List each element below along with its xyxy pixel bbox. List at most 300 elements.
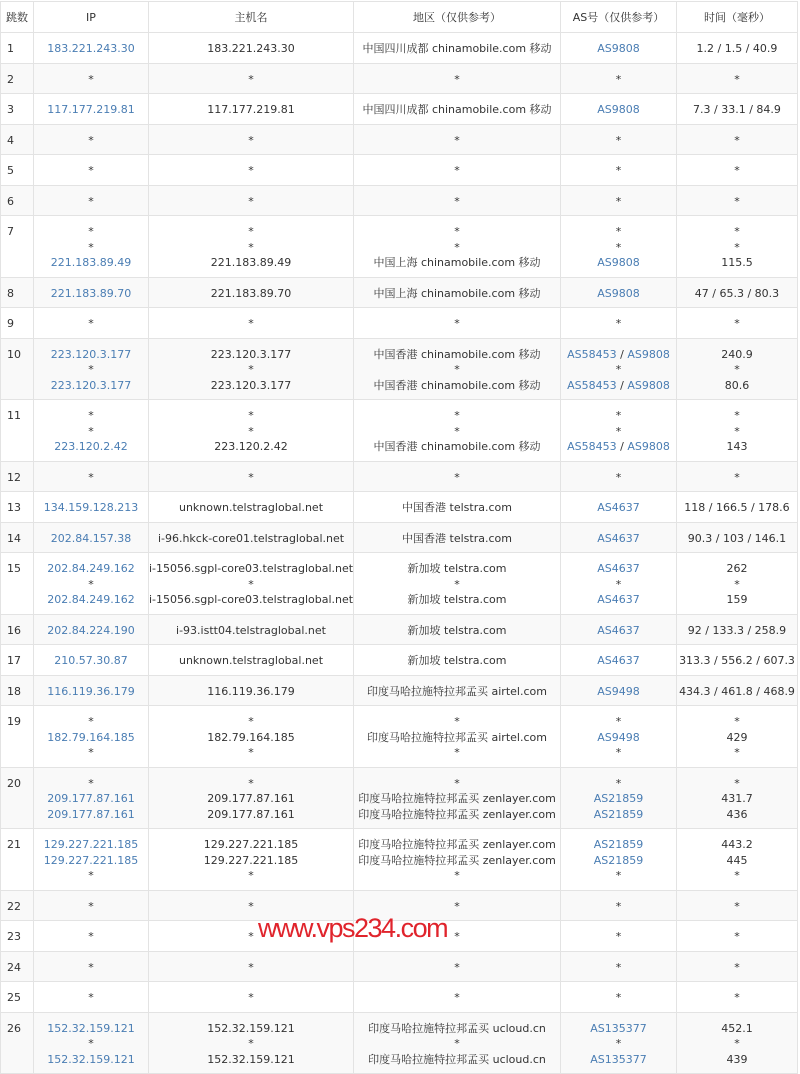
ip-link[interactable]: 129.227.221.185 xyxy=(43,853,139,867)
latency: * xyxy=(734,1037,740,1050)
table-row xyxy=(1,308,798,339)
hostname: 183.221.243.30 xyxy=(207,42,295,55)
ip-empty: * xyxy=(88,1037,94,1050)
header-hop: 跳数 xyxy=(1,2,34,33)
ip-link[interactable]: 223.120.3.177 xyxy=(50,347,132,361)
hostname-cell xyxy=(149,522,354,553)
region-cell xyxy=(354,461,561,492)
as-empty: * xyxy=(615,164,622,177)
ip-cell xyxy=(34,675,149,706)
as-link[interactable]: AS9808 xyxy=(597,286,640,300)
region: * xyxy=(454,225,460,238)
hop-number: 18 xyxy=(1,675,34,706)
ip-link[interactable]: 221.183.89.70 xyxy=(50,286,132,300)
as-empty: * xyxy=(615,1037,622,1050)
as-line xyxy=(561,868,676,884)
table-row xyxy=(1,277,798,308)
ip-link[interactable]: 209.177.87.161 xyxy=(47,807,135,821)
as-link[interactable]: AS4637 xyxy=(597,593,640,606)
region: * xyxy=(454,930,460,943)
hostname: * xyxy=(248,409,254,422)
as-empty: * xyxy=(615,776,622,790)
as-line xyxy=(561,684,676,700)
as-empty: * xyxy=(615,225,622,238)
ip-empty: * xyxy=(88,164,94,177)
time-cell xyxy=(677,94,798,125)
hop-number: 5 xyxy=(1,155,34,186)
as-line xyxy=(561,1021,676,1037)
region-cell xyxy=(354,94,561,125)
ip-link[interactable]: 202.84.249.162 xyxy=(47,562,135,575)
time-cell xyxy=(677,767,798,829)
table-row xyxy=(1,951,798,982)
hostname: i-15056.sgpl-core03.telstraglobal.net xyxy=(149,562,353,575)
hostname: 129.227.221.185 xyxy=(203,838,299,851)
as-line xyxy=(561,929,676,945)
hop-number: 2 xyxy=(1,63,34,94)
hostname: * xyxy=(248,164,254,177)
ip-link[interactable]: 129.227.221.185 xyxy=(43,838,139,851)
as-link[interactable]: AS9498 xyxy=(597,730,640,744)
as-line xyxy=(561,102,676,118)
ip-cell xyxy=(34,982,149,1013)
hostname: 129.227.221.185 xyxy=(203,853,299,867)
time-cell xyxy=(677,1012,798,1074)
ip-link[interactable]: 202.84.157.38 xyxy=(50,531,132,545)
time-cell xyxy=(677,829,798,891)
time-cell xyxy=(677,216,798,278)
region: * xyxy=(454,715,460,728)
table-row xyxy=(1,675,798,706)
region-cell xyxy=(354,675,561,706)
as-line xyxy=(561,163,676,179)
as-link[interactable]: AS135377 xyxy=(590,1021,647,1035)
ip-link[interactable]: 152.32.159.121 xyxy=(47,1021,135,1035)
ip-empty: * xyxy=(88,869,94,882)
hop-number: 12 xyxy=(1,461,34,492)
table-row xyxy=(1,124,798,155)
hostname: * xyxy=(248,363,254,376)
as-cell xyxy=(561,614,677,645)
as-line xyxy=(561,362,676,378)
latency: 143 xyxy=(726,440,748,453)
hop-number: 24 xyxy=(1,951,34,982)
time-cell xyxy=(677,614,798,645)
region-cell xyxy=(354,706,561,768)
as-line xyxy=(561,240,676,256)
hostname-cell xyxy=(149,308,354,339)
region: 中国香港 chinamobile.com 移动 xyxy=(373,347,541,361)
ip-empty: * xyxy=(88,225,94,238)
ip-cell xyxy=(34,553,149,615)
ip-cell xyxy=(34,277,149,308)
as-link[interactable]: AS9808 xyxy=(627,440,670,453)
ip-cell xyxy=(34,921,149,952)
hop-number: 6 xyxy=(1,185,34,216)
as-line xyxy=(561,714,676,730)
hostname: 116.119.36.179 xyxy=(207,684,295,698)
as-cell xyxy=(561,890,677,921)
as-line xyxy=(561,316,676,332)
table-row xyxy=(1,767,798,829)
hostname-cell xyxy=(149,982,354,1013)
region-cell xyxy=(354,767,561,829)
hop-number: 9 xyxy=(1,308,34,339)
table-row xyxy=(1,155,798,186)
hostname-cell xyxy=(149,675,354,706)
table-row xyxy=(1,982,798,1013)
as-line: AS58453 / AS9808 xyxy=(567,347,670,361)
latency: 434.3 / 461.8 / 468.9 xyxy=(679,684,795,698)
region-cell xyxy=(354,829,561,891)
hostname: 117.177.219.81 xyxy=(207,103,295,116)
table-row xyxy=(1,94,798,125)
ip-empty: * xyxy=(88,409,94,422)
as-line xyxy=(561,470,676,486)
as-link[interactable]: AS4637 xyxy=(597,623,640,637)
table-row xyxy=(1,400,798,462)
table-header xyxy=(1,2,798,33)
region: * xyxy=(454,424,460,438)
ip-empty: * xyxy=(88,470,94,484)
as-cell xyxy=(561,951,677,982)
as-link[interactable]: AS21859 xyxy=(593,792,644,805)
hostname-cell xyxy=(149,94,354,125)
hostname-cell xyxy=(149,461,354,492)
region: 印度马哈拉施特拉邦孟买 airtel.com xyxy=(367,684,547,698)
region: * xyxy=(454,869,460,882)
as-link[interactable]: AS135377 xyxy=(590,1052,647,1066)
hop-number: 20 xyxy=(1,767,34,829)
hostname: * xyxy=(248,194,254,208)
ip-link[interactable]: 152.32.159.121 xyxy=(47,1052,135,1066)
region: * xyxy=(454,240,460,254)
region: * xyxy=(454,133,460,147)
as-cell xyxy=(561,982,677,1013)
region: 印度马哈拉施特拉邦孟买 zenlayer.com xyxy=(358,838,556,851)
time-cell xyxy=(677,400,798,462)
ip-cell xyxy=(34,890,149,921)
region-cell xyxy=(354,400,561,462)
header-hostname: 主机名 xyxy=(149,2,354,33)
ip-link[interactable]: 209.177.87.161 xyxy=(47,792,135,805)
latency: * xyxy=(734,869,740,882)
ip-empty: * xyxy=(88,899,94,913)
hop-number: 26 xyxy=(1,1012,34,1074)
as-cell xyxy=(561,921,677,952)
region: * xyxy=(454,363,460,376)
latency: * xyxy=(734,133,740,147)
as-empty: * xyxy=(615,930,622,943)
as-empty: * xyxy=(615,72,622,86)
hop-number: 1 xyxy=(1,33,34,64)
region: 印度马哈拉施特拉邦孟买 ucloud.cn xyxy=(368,1052,546,1066)
latency: * xyxy=(734,470,740,484)
hop-number: 13 xyxy=(1,492,34,523)
hostname: * xyxy=(248,424,254,438)
hostname: * xyxy=(248,960,254,974)
time-cell xyxy=(677,951,798,982)
as-cell xyxy=(561,338,677,400)
hostname-cell xyxy=(149,277,354,308)
ip-cell xyxy=(34,829,149,891)
hostname: * xyxy=(248,991,254,1004)
region: 印度马哈拉施特拉邦孟买 zenlayer.com xyxy=(358,853,556,867)
ip-link[interactable]: 134.159.128.213 xyxy=(43,501,139,514)
ip-empty: * xyxy=(88,424,94,438)
hostname: 223.120.3.177 xyxy=(210,378,292,392)
as-cell xyxy=(561,675,677,706)
region-cell xyxy=(354,308,561,339)
hostname: * xyxy=(248,930,254,943)
as-link[interactable]: AS21859 xyxy=(593,853,644,867)
ip-empty: * xyxy=(88,240,94,254)
time-cell xyxy=(677,675,798,706)
as-cell xyxy=(561,645,677,676)
watermark: www.vps234.com xyxy=(258,913,448,943)
region: 新加坡 telstra.com xyxy=(407,593,507,606)
region: 中国四川成都 chinamobile.com 移动 xyxy=(362,42,552,55)
ip-link[interactable]: 202.84.224.190 xyxy=(47,623,135,637)
region: 中国香港 telstra.com xyxy=(402,531,512,545)
hostname-cell xyxy=(149,951,354,982)
as-line xyxy=(561,807,676,823)
ip-cell xyxy=(34,492,149,523)
ip-link[interactable]: 116.119.36.179 xyxy=(47,684,135,698)
time-cell xyxy=(677,63,798,94)
ip-link[interactable]: 182.79.164.185 xyxy=(47,730,135,744)
ip-link[interactable]: 221.183.89.49 xyxy=(50,256,132,269)
ip-cell xyxy=(34,1012,149,1074)
region: 中国上海 chinamobile.com 移动 xyxy=(373,286,541,300)
as-line: AS58453 / AS9808 xyxy=(567,440,670,453)
region: * xyxy=(454,1037,460,1050)
latency: * xyxy=(734,164,740,177)
as-cell xyxy=(561,829,677,891)
region: * xyxy=(454,577,460,591)
hostname-cell xyxy=(149,400,354,462)
time-cell xyxy=(677,338,798,400)
as-link[interactable]: AS21859 xyxy=(593,838,644,851)
hostname: i-93.istt04.telstraglobal.net xyxy=(176,623,326,637)
as-empty: * xyxy=(615,194,622,208)
hostname: * xyxy=(248,746,254,759)
region: 新加坡 telstra.com xyxy=(407,654,507,667)
as-link[interactable]: AS58453 xyxy=(567,378,617,392)
hostname-cell xyxy=(149,829,354,891)
hostname-cell xyxy=(149,492,354,523)
latency: 7.3 / 33.1 / 84.9 xyxy=(693,103,781,116)
region-cell xyxy=(354,1012,561,1074)
hostname: * xyxy=(248,869,254,882)
latency: * xyxy=(734,930,740,943)
as-line xyxy=(561,500,676,516)
as-empty: * xyxy=(615,746,622,759)
as-link[interactable]: AS4637 xyxy=(597,562,640,575)
latency: 118 / 166.5 / 178.6 xyxy=(684,501,790,514)
ip-empty: * xyxy=(88,746,94,759)
as-link[interactable]: AS9808 xyxy=(597,256,640,269)
as-link[interactable]: AS58453 xyxy=(567,440,617,453)
ip-link[interactable]: 210.57.30.87 xyxy=(54,654,128,667)
as-link[interactable]: AS4637 xyxy=(597,501,640,514)
as-link[interactable]: AS9498 xyxy=(597,684,640,698)
as-empty: * xyxy=(615,363,622,376)
as-cell xyxy=(561,461,677,492)
as-link[interactable]: AS58453 xyxy=(567,347,617,361)
as-link[interactable]: AS4637 xyxy=(597,531,640,545)
hop-number: 23 xyxy=(1,921,34,952)
region: * xyxy=(454,317,460,330)
ip-empty: * xyxy=(88,991,94,1004)
hostname: * xyxy=(248,577,254,591)
ip-link[interactable]: 223.120.2.42 xyxy=(54,440,128,453)
hostname: * xyxy=(248,72,254,86)
hostname: * xyxy=(248,133,254,147)
ip-cell xyxy=(34,33,149,64)
as-line xyxy=(561,791,676,807)
as-line xyxy=(561,899,676,915)
header-as: AS号（仅供参考） xyxy=(561,2,677,33)
hostname: 223.120.3.177 xyxy=(210,347,292,361)
ip-empty: * xyxy=(88,194,94,208)
time-cell xyxy=(677,522,798,553)
as-line xyxy=(561,653,676,669)
region: 新加坡 telstra.com xyxy=(407,562,507,575)
table-row xyxy=(1,1012,798,1074)
table-row xyxy=(1,553,798,615)
hop-number: 3 xyxy=(1,94,34,125)
as-line xyxy=(561,133,676,149)
as-line xyxy=(561,623,676,639)
hop-number: 11 xyxy=(1,400,34,462)
hostname: * xyxy=(248,225,254,238)
ip-empty: * xyxy=(88,930,94,943)
hop-number: 8 xyxy=(1,277,34,308)
hostname: * xyxy=(248,470,254,484)
as-cell xyxy=(561,492,677,523)
as-line xyxy=(561,776,676,792)
table-row xyxy=(1,338,798,400)
time-cell xyxy=(677,277,798,308)
as-cell xyxy=(561,94,677,125)
ip-link[interactable]: 202.84.249.162 xyxy=(47,593,135,606)
as-line xyxy=(561,194,676,210)
as-cell xyxy=(561,400,677,462)
header-region: 地区（仅供参考） xyxy=(354,2,561,33)
latency: 159 xyxy=(726,593,748,606)
table-row xyxy=(1,63,798,94)
region-cell xyxy=(354,492,561,523)
as-empty: * xyxy=(615,133,622,147)
region-cell xyxy=(354,124,561,155)
time-cell xyxy=(677,185,798,216)
table-row xyxy=(1,33,798,64)
ip-cell xyxy=(34,308,149,339)
hostname: 223.120.2.42 xyxy=(214,440,288,453)
hostname-cell xyxy=(149,155,354,186)
as-line xyxy=(561,853,676,869)
as-line xyxy=(561,224,676,240)
region: * xyxy=(454,960,460,974)
as-cell xyxy=(561,216,677,278)
hostname-cell xyxy=(149,1012,354,1074)
as-cell xyxy=(561,277,677,308)
hop-number: 4 xyxy=(1,124,34,155)
region-cell xyxy=(354,63,561,94)
hop-number: 10 xyxy=(1,338,34,400)
latency: 443.2 xyxy=(721,838,753,851)
ip-cell xyxy=(34,400,149,462)
hostname-cell xyxy=(149,216,354,278)
ip-cell xyxy=(34,94,149,125)
latency: 115.5 xyxy=(721,256,753,269)
as-link[interactable]: AS9808 xyxy=(597,42,640,55)
as-cell xyxy=(561,185,677,216)
hostname: i-15056.sgpl-core03.telstraglobal.net xyxy=(149,593,353,606)
as-link[interactable]: AS4637 xyxy=(597,654,640,667)
ip-link[interactable]: 183.221.243.30 xyxy=(47,42,135,55)
table-row xyxy=(1,492,798,523)
ip-cell xyxy=(34,767,149,829)
as-link[interactable]: AS9808 xyxy=(627,347,670,361)
as-empty: * xyxy=(615,317,622,330)
latency: 90.3 / 103 / 146.1 xyxy=(687,531,787,545)
time-cell xyxy=(677,982,798,1013)
hostname: * xyxy=(248,240,254,254)
hostname: 152.32.159.121 xyxy=(207,1021,295,1035)
as-line xyxy=(561,286,676,302)
latency: * xyxy=(734,225,740,238)
region: * xyxy=(454,776,460,790)
table-row xyxy=(1,829,798,891)
as-empty: * xyxy=(615,869,622,882)
region: 印度马哈拉施特拉邦孟买 zenlayer.com xyxy=(358,807,556,821)
time-cell xyxy=(677,492,798,523)
ip-link[interactable]: 223.120.3.177 xyxy=(50,378,132,392)
as-line xyxy=(561,255,676,271)
ip-link[interactable]: 117.177.219.81 xyxy=(47,103,135,116)
as-line xyxy=(561,960,676,976)
hop-number: 21 xyxy=(1,829,34,891)
ip-cell xyxy=(34,645,149,676)
hostname: * xyxy=(248,899,254,913)
as-line xyxy=(561,1052,676,1068)
ip-cell xyxy=(34,155,149,186)
ip-cell xyxy=(34,951,149,982)
as-line xyxy=(561,531,676,547)
region: 印度马哈拉施特拉邦孟买 ucloud.cn xyxy=(368,1021,546,1035)
hostname-cell xyxy=(149,33,354,64)
time-cell xyxy=(677,308,798,339)
region-cell xyxy=(354,645,561,676)
ip-cell xyxy=(34,216,149,278)
table-row xyxy=(1,706,798,768)
time-cell xyxy=(677,33,798,64)
time-cell xyxy=(677,124,798,155)
ip-cell xyxy=(34,461,149,492)
as-cell xyxy=(561,553,677,615)
as-link[interactable]: AS9808 xyxy=(597,103,640,116)
hostname: * xyxy=(248,715,254,728)
hostname: 182.79.164.185 xyxy=(207,730,295,744)
as-empty: * xyxy=(615,899,622,913)
latency: 436 xyxy=(726,807,748,821)
as-link[interactable]: AS9808 xyxy=(627,378,670,392)
region: 中国香港 chinamobile.com 移动 xyxy=(373,440,541,453)
as-link[interactable]: AS21859 xyxy=(593,807,644,821)
hostname: unknown.telstraglobal.net xyxy=(178,654,324,667)
